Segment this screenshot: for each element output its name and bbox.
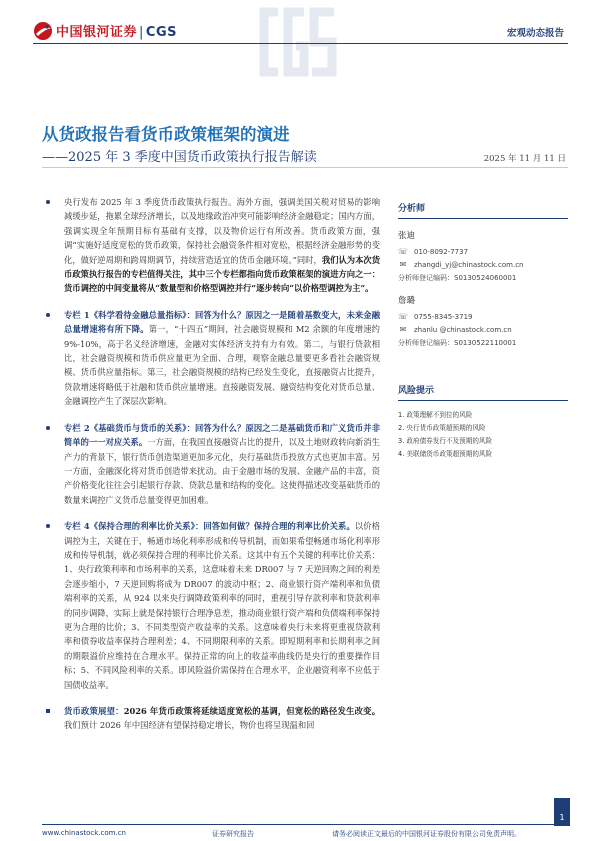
column-1-paragraph: 专栏 1《科学看待金融总量指标》：回答为什么？原因之一是随着基数变大，未来金融总量增速将有所下降。第一，“十四五”期间，社会融资规模和 M2 余额的年度增速约 9%-10%，高于名义经济增速，金融对实体经济支持有力有效。第二，与银行贷款相比，社会融资规模和货币供应量更为全面、合理，观察金融总量要更多看社会融资规模、货币供应量指标。第三，社会融资规模的结构已经发生变化，直接融资占比提升，贷款增速将略低于社融和货币供应量增速。直接融资发展、融资结构变化对货币总量、金融调控产生了深层次影响。 <box>42 308 380 409</box>
footer-disclaimer: 请务必阅读正文最后的中国银河证券股份有限公司免责声明。 <box>332 830 521 838</box>
phone-icon: ☏ <box>398 312 409 321</box>
report-date: 2025 年 11 月 11 日 <box>483 154 566 164</box>
analyst-heading: 分析师 <box>398 195 568 219</box>
footer-website-link[interactable]: www.chinastock.com.cn <box>42 829 126 837</box>
analyst-phone-row: ☏ 010-8092-7737 <box>398 247 469 256</box>
analyst-name: 詹璐 <box>398 296 416 306</box>
analyst-email-row[interactable]: ✉ zhanlu @chinastock.com.cn <box>399 325 512 334</box>
bullet-icon <box>46 709 50 713</box>
column-2-paragraph: 专栏 2《基础货币与货币的关系》：回答为什么？原因之二是基础货币和广义货币并非简单的一一对应关系。一方面，在我国直接融资占比的提升，以及土地财政转向新消生产力的背景下，银行货币创造渠道更加多元化，央行基础货币投放方式也更加丰富。另一方面，金融深化将对货币创造带来扰动。由于金融市场的发展、金融产品的丰富，资产价格变化往往会引起银行存款、贷款总量和结构的变化。这使得描述改变基础货币的数量来调控广义货币总量变得更加困难。 <box>42 421 380 507</box>
sidebar <box>398 195 568 461</box>
analyst-name: 张迪 <box>398 231 416 241</box>
footer-divider <box>42 824 554 825</box>
cgs-watermark-graphic <box>256 6 340 78</box>
analyst-reg-row: 分析师登记编码：S0130524060001 <box>398 273 517 282</box>
page-number: 1 <box>554 798 570 826</box>
report-title: 从货政报告看货币政策框架的演进 <box>42 125 290 144</box>
risk-item: 4. 美联储货币政策超预期的风险 <box>398 450 493 458</box>
risk-heading: 风险提示 <box>398 377 568 401</box>
risk-list <box>398 409 568 461</box>
column-4-paragraph: 专栏 4《保持合理的利率比价关系》：回答如何做？保持合理的利率比价关系。以价格调控为主，关键在于，畅通市场化利率形成和传导机制，而如果希望畅通市场化利率形成和传导机制，就必须保持合理的利率比价关系。这其中有五个关键的利率比价关系：1、央行政策利率和市场利率的关系，这意味着未来 DR007 与 7 天逆回购之间的利差会逐步缩小，7 天逆回购将成为 DR007 的波动中枢；2、商业银行资产端利率和负债端利率的关系，从 924 以来央行调降政策利率的同时，重视引导存款利率和贷款利率的同步调降，实际上就是保持银行合理净息差，推动商业银行资产端和负债端利率保持更为合理的比价；3、不同类型资产收益率的关系。这意味着央行未来将更重视贷款利率和债券收益率保持合理利差；4、不同期限利率的关系。即短期利率和长期利率之间的期限溢价应维持在合理水平。保持正常的向上的收益率曲线仍是央行的重要操作目标；5、不同风险利率的关系。即风险溢价需保持在合理水平，企业融资利率不应低于国债收益率。 <box>42 519 380 692</box>
bullet-icon <box>46 200 50 204</box>
company-logo-text: 中国银河证券 | CGS <box>56 25 177 40</box>
analyst-email-row[interactable]: ✉ zhangdi_yj@chinastock.com.cn <box>399 260 524 269</box>
main-body <box>42 195 380 733</box>
mail-icon: ✉ <box>399 260 407 269</box>
analyst-phone-row: ☏ 0755-8345-3719 <box>398 312 473 321</box>
risk-item: 3. 政府债券发行不及预期的风险 <box>398 437 493 445</box>
analyst-card <box>398 229 568 284</box>
analyst-reg-row: 分析师登记编码：S0130522110001 <box>398 338 517 347</box>
analyst-card <box>398 294 568 349</box>
galaxy-logo-icon <box>33 21 53 41</box>
title-divider <box>42 167 568 168</box>
footer-report-label: 证券研究报告 <box>212 830 254 838</box>
bullet-icon <box>46 313 50 317</box>
summary-paragraph: 央行发布 2025 年 3 季度货币政策执行报告。海外方面，强调美国关税对贸易的影响减缓步延，拖累全球经济增长，以及地缘政治冲突可能影响经济金融稳定；国内方面，强调实现全年预期目标有基础有支撑，以及物价运行有所改善。货币政策方面，强调“实施好适度宽松的货币政策，保持社会融资条件相对宽松，根据经济金融形势的变化，做好逆周期和跨周期调节，持续营造适宜的货币金融环境。”同时，我们认为本次货币政策执行报告的专栏值得关注，其中三个专栏都指向货币政策框架的演进方向之一：货币调控的中间变量将从“数量型和价格型调控并行”逐步转向“以价格型调控为主”。 <box>42 195 380 296</box>
bullet-icon <box>46 426 50 430</box>
outlook-paragraph: 货币政策展望：2026 年货币政策将延续适度宽松的基调，但宽松的路径发生改变。我们预计 2026 年中国经济有望保持稳定增长，物价也将呈现温和回 <box>42 704 380 733</box>
risk-item: 1. 政策理解不到位的风险 <box>398 411 473 419</box>
report-subtitle: ——2025 年 3 季度中国货币政策执行报告解读 <box>42 150 317 165</box>
header-divider <box>33 43 568 44</box>
risk-item: 2. 央行货币政策超预期的风险 <box>398 424 486 432</box>
report-type-label: 宏观动态报告 <box>506 28 564 39</box>
bullet-icon <box>46 524 50 528</box>
mail-icon: ✉ <box>399 325 407 334</box>
phone-icon: ☏ <box>398 247 409 256</box>
